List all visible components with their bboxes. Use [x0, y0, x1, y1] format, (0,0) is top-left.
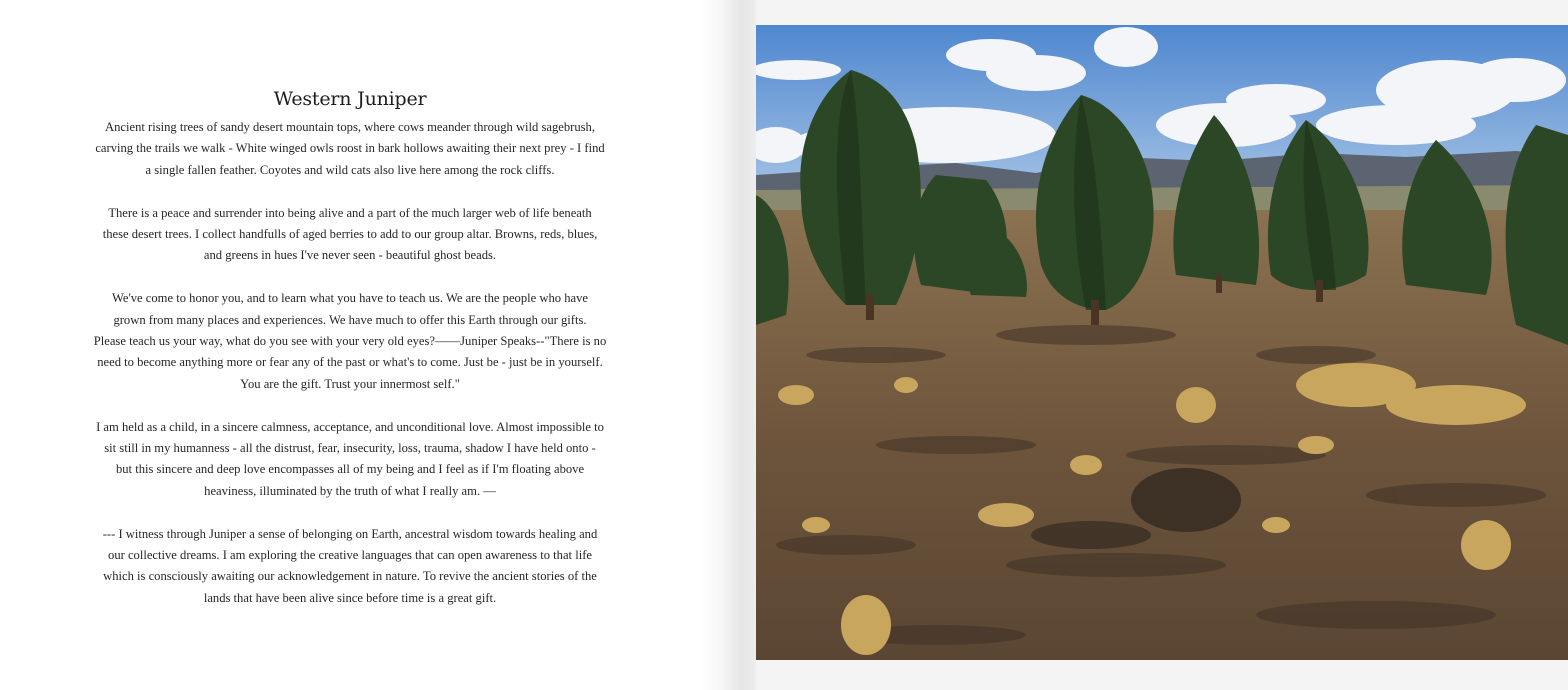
paragraph-1 — [50, 117, 650, 181]
book-gutter — [700, 0, 756, 690]
paragraph-4 — [50, 417, 650, 503]
text-line: our collective dreams. I am exploring the creative languages that can open awareness to that life — [108, 548, 592, 563]
text-line: which is consciously awaiting our acknowledgement in nature. To revive the ancient stories of the — [103, 569, 597, 584]
text-line: sit still in my humanness - all the distrust, fear, insecurity, loss, trauma, shadow I have held onto - — [104, 441, 596, 456]
text-line: need to become anything more or fear any of the past or what's to come. Just be - just be in yourself. — [97, 355, 603, 370]
paragraph-5 — [50, 524, 650, 610]
text-line: We've come to honor you, and to learn what you have to teach us. We are the people who have — [112, 291, 588, 306]
text-line: Ancient rising trees of sandy desert mountain tops, where cows meander through wild sagebrush, — [105, 120, 595, 134]
boulder — [1131, 468, 1241, 532]
text-line: and greens in hues I've never seen - beautiful ghost beads. — [203, 248, 497, 263]
text-line: There is a peace and surrender into being alive and a part of the much larger web of life beneath — [108, 205, 592, 220]
page-title: Western Juniper — [273, 88, 427, 110]
text-line: but this sincere and deep love encompasses all of my being and I feel as if I'm floating above — [115, 462, 585, 477]
text-line: lands that have been alive since before time is a great gift. — [203, 590, 497, 605]
juniper-landscape-photo — [756, 25, 1568, 660]
text-line: --- I witness through Juniper a sense of belonging on Earth, ancestral wisdom towards healing and — [102, 526, 598, 541]
text-line: heaviness, illuminated by the truth of what I really am. — — [204, 483, 496, 498]
landscape-illustration — [756, 25, 1568, 660]
boulder-shadow — [1031, 521, 1151, 549]
text-line: a single fallen feather. Coyotes and wild cats also live here among the rock cliffs. — [145, 162, 555, 177]
text-line: I am held as a child, in a sincere calmness, acceptance, and unconditional love. Almost impossible to — [96, 419, 604, 434]
text-line: Please teach us your way, what do you see with your very old eyes?——Juniper Speaks--"There is no — [93, 334, 607, 349]
text-line: grown from many places and experiences. We have much to offer this Earth through our gifts. — [113, 312, 587, 327]
body-text — [50, 117, 650, 631]
left-page — [0, 0, 700, 690]
paragraph-3 — [50, 288, 650, 395]
text-line: carving the trails we walk - White winged owls roost in bark hollows awaiting their next prey - I find — [95, 141, 605, 156]
text-line: these desert trees. I collect handfulls of aged berries to add to our group altar. Browns, reds, blues, — [102, 227, 598, 242]
text-line: You are the gift. Trust your innermost self." — [240, 376, 460, 391]
paragraph-2 — [50, 203, 650, 267]
